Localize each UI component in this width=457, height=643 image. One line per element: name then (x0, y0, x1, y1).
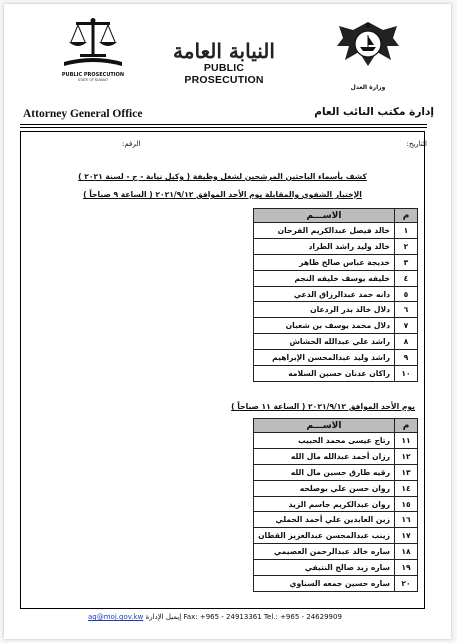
reference-label: الرقم: (122, 140, 141, 148)
office-name-english: Attorney General Office (23, 108, 143, 120)
ministry-of-justice-emblem (328, 16, 408, 96)
left-logo-subcaption: STATE OF KUWAIT (77, 78, 109, 82)
table-row (254, 366, 418, 382)
table-row (254, 286, 418, 302)
row-number: ١١ (395, 433, 418, 449)
table-row (254, 464, 418, 480)
row-number: ٢٠ (395, 576, 418, 592)
row-number: ١٦ (395, 512, 418, 528)
candidate-name: دلال خالد بدر الردعان (254, 302, 395, 318)
table-header-row (254, 419, 418, 433)
candidate-name: رقيه طارق حسين مال الله (254, 464, 395, 480)
session-1-table (253, 208, 418, 382)
candidate-name: ساره زيد صالح النتيفي (254, 560, 395, 576)
kuwait-falcon-emblem-icon (333, 16, 403, 80)
row-number: ١٩ (395, 560, 418, 576)
row-number: ٨ (395, 334, 418, 350)
table-row (254, 528, 418, 544)
contact-footer (88, 613, 342, 621)
document-title: كشف بأسماء الباحثين المرشحين لشغل وظيفة ( وكيل نيابة - ج - لسنة ٢٠٢١ ) (78, 172, 367, 181)
table-row (254, 448, 418, 464)
office-name-arabic: إدارة مكتب النائب العام (314, 106, 434, 118)
row-number: ١ (395, 223, 418, 239)
candidate-name: دلال محمد يوسف بن شعبان (254, 318, 395, 334)
session-2-heading: يوم الأحد الموافق ٢٠٢١/٩/١٢ ( الساعة ١١ صباحاً ) (231, 402, 415, 411)
candidate-name: راكان عدنان حسين السلامه (254, 366, 395, 382)
table-row (254, 318, 418, 334)
session-2-table (253, 418, 418, 592)
column-header-name: الاســـم (254, 209, 395, 223)
header-divider (20, 124, 427, 125)
table-row (254, 544, 418, 560)
scales-of-justice-icon (56, 18, 130, 68)
row-number: ١٠ (395, 366, 418, 382)
candidate-name: روان عبدالكريم جاسم الزيد (254, 496, 395, 512)
candidate-name: زينب عبدالمحسن عبدالعزيز القطان (254, 528, 395, 544)
candidate-name: خليفه يوسف خليفه النجم (254, 270, 395, 286)
public-prosecution-wordmark (164, 40, 284, 86)
office-email-link[interactable]: ag@moj.gov.kw (88, 613, 144, 621)
candidate-name: ساره حسين جمعه السناوي (254, 576, 395, 592)
column-header-name: الاســـم (254, 419, 395, 433)
row-number: ١٨ (395, 544, 418, 560)
row-number: ٢ (395, 238, 418, 254)
table-row (254, 496, 418, 512)
column-header-number: م (395, 419, 418, 433)
table-row (254, 560, 418, 576)
row-number: ١٤ (395, 480, 418, 496)
row-number: ١٢ (395, 448, 418, 464)
table-row (254, 270, 418, 286)
table-row (254, 350, 418, 366)
session-1-heading: الإختبار الشفوي والمقابلة يوم الأحد الموافق ٢٠٢١/٩/١٢ ( الساعة ٩ صباحاً ) (83, 190, 362, 199)
candidate-name: خالد وليد راشد الطراد (254, 238, 395, 254)
candidate-name: ساره خالد عبدالرحمن العصيمي (254, 544, 395, 560)
candidate-name: زين العابدين علي أحمد الحملي (254, 512, 395, 528)
candidate-name: راشد علي عبدالله الحشاش (254, 334, 395, 350)
ministry-name: وزارة العدل (350, 84, 386, 91)
row-number: ٩ (395, 350, 418, 366)
row-number: ١٣ (395, 464, 418, 480)
header-divider-secondary (20, 127, 427, 128)
candidate-name: راشد وليد عبدالمحسن الإبراهيم (254, 350, 395, 366)
table-row (254, 302, 418, 318)
candidate-name: رزان أحمد عبدالله مال الله (254, 448, 395, 464)
row-number: ١٧ (395, 528, 418, 544)
table-row (254, 433, 418, 449)
table-row (254, 223, 418, 239)
row-number: ٤ (395, 270, 418, 286)
public-prosecution-emblem (56, 18, 130, 90)
date-label: التاريخ: (406, 140, 427, 148)
column-header-number: م (395, 209, 418, 223)
candidate-name: دانه حمد عبدالرزاق الدعي (254, 286, 395, 302)
english-wordmark: PUBLIC PROSECUTION (184, 62, 264, 86)
email-label: إيميل الإدارة (145, 613, 182, 621)
row-number: ٣ (395, 254, 418, 270)
table-row (254, 334, 418, 350)
table-row (254, 480, 418, 496)
candidate-name: رتاج عيسى محمد الحبيب (254, 433, 395, 449)
telephone-number: Tel.: +965 - 24629909 (263, 613, 342, 621)
table-row (254, 254, 418, 270)
table-row (254, 238, 418, 254)
arabic-wordmark: النيابة العامة (173, 39, 275, 63)
fax-number: Fax: +965 - 24913361 (183, 613, 262, 621)
left-logo-caption: PUBLIC PROSECUTION (61, 72, 125, 78)
candidate-name: خالد فيصل عبدالكريم الفرحان (254, 223, 395, 239)
row-number: ٧ (395, 318, 418, 334)
table-row (254, 512, 418, 528)
table-row (254, 576, 418, 592)
candidate-name: خديجة عباس صالح طاهر (254, 254, 395, 270)
candidate-name: روان حسن علي بوصلحه (254, 480, 395, 496)
row-number: ١٥ (395, 496, 418, 512)
row-number: ٥ (395, 286, 418, 302)
row-number: ٦ (395, 302, 418, 318)
table-header-row (254, 209, 418, 223)
